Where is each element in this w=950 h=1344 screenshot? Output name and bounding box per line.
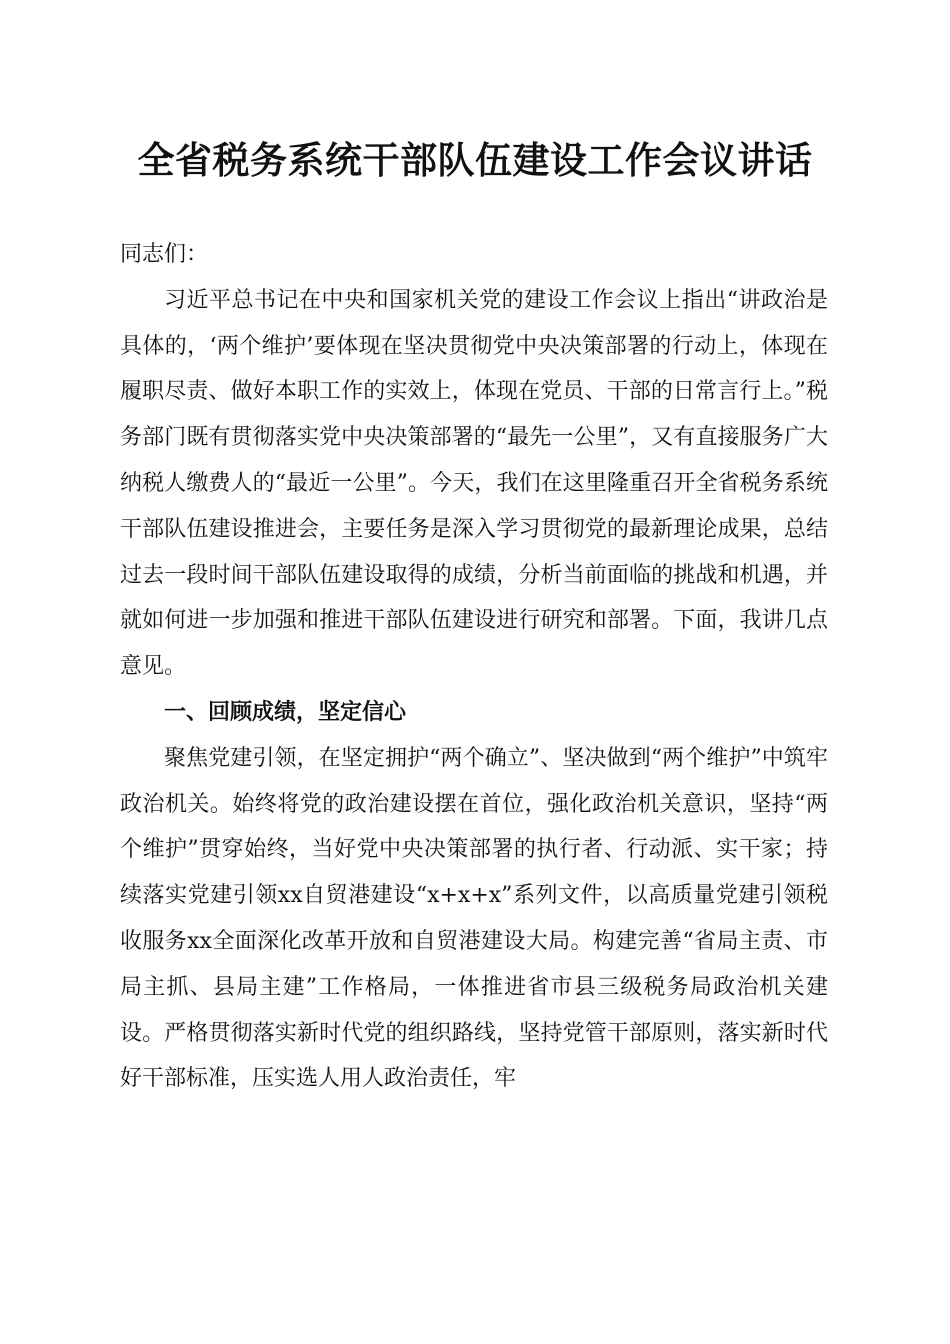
section-heading: 一、回顾成绩，坚定信心 — [164, 699, 407, 725]
intro-paragraph: 习近平总书记在中央和国家机关党的建设工作会议上指出“讲政治是具体的，‘两个维护’要体现在坚决贯彻党中央决策部署的行动上，体现在履职尽责、做好本职工作的实效上，体现在党员、干部的日常言行上。”税务部门既有贯彻落实党中央决策部署的“最先一公里”，又有直接服务广大纳税人缴费人的“最近一公里”。今天，我们在这里隆重召开全省税务系统干部队伍建设推进会，主要任务是深入学习贯彻党的最新理论成果，总结过去一段时间干部队伍建设取得的成绩，分析当前面临的挑战和机遇，并就如何进一步加强和推进干部队伍建设进行研究和部署。下面，我讲几点意见。 — [120, 287, 828, 680]
section-paragraph: 聚焦党建引领，在坚定拥护“两个确立”、坚决做到“两个维护”中筑牢政治机关。始终将党的政治建设摆在首位，强化政治机关意识，坚持“两个维护”贯穿始终，当好党中央决策部署的执行者、行动派、实干家；持续落实党建引领xx自贸港建设“x+x+x”系列文件，以高质量党建引领税收服务xx全面深化改革开放和自贸港建设大局。构建完善“省局主责、市局主抓、县局主建”工作格局，一体推进省市县三级税务局政治机关建设。严格贯彻落实新时代党的组织路线，坚持党管干部原则，落实新时代好干部标准，压实选人用人政治责任，牢 — [120, 745, 828, 1092]
document-body — [120, 232, 828, 1102]
salutation: 同志们： — [120, 242, 209, 267]
document-title: 全省税务系统干部队伍建设工作会议讲话 — [137, 138, 813, 182]
